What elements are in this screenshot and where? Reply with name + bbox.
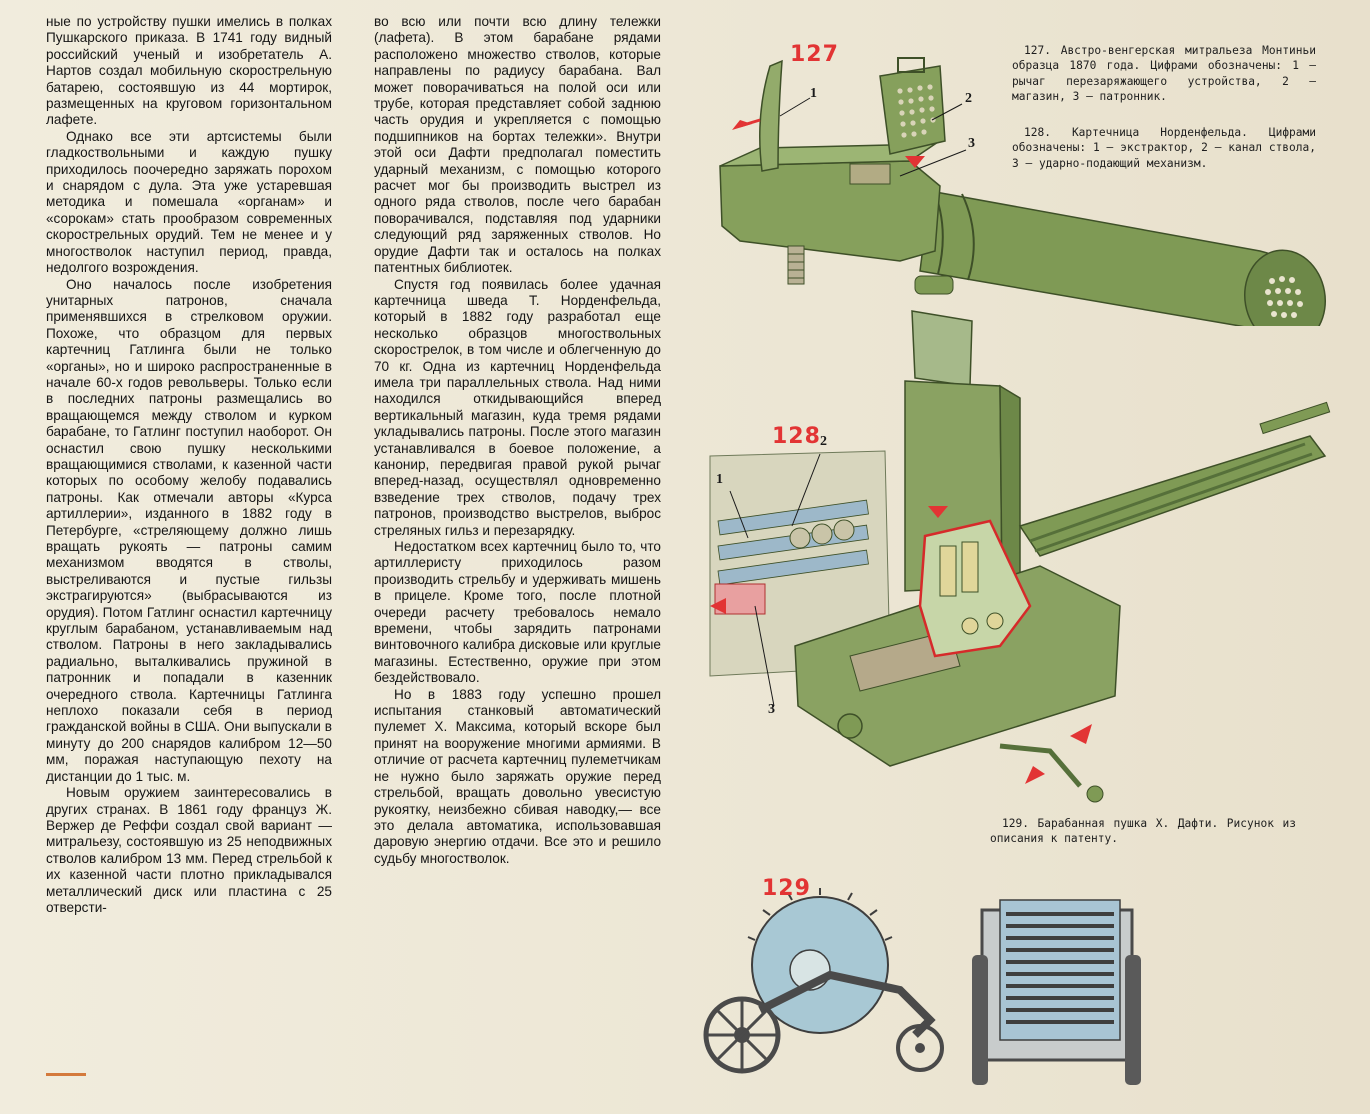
paragraph: Оно началось после изобретения унитарных патронов, сначала применявшихся в стрелковом оружии. Похоже, что образцом для первых картечниц Гатлинга были не только «органы», но и широко распространенные в начале 60-х годов револьверы. Только если в последних патроны размещались во вращающемся между стволом и курком барабане, то Гатлинг поступил наоборот. Он оснастил свою пушку несколькими вращающимися стволами, к казенной части которых по особому желобу подавались патроны. Как отмечали авторы «Курса артиллерии», изданного в 1882 году в Петербурге, «стреляющему должно лишь вращать рукоять — патроны самим механизмом вводятся в стволы, выстреливаются и пустые гильзы экстрагируются» (выбрасываются из орудия). Потом Гатлинг оснастил картечницу круглым барабаном, устанавливаемым над стволом. Патроны в него закладывались радиально, выталкивались пружиной в патронник и попадали в казенник очередного ствола. Картечницы Гатлинга неплохо показали себя в период гражданской войны в США. Они выпускали в минуту до 200 снарядов калибром 12—50 мм, поражая наступающую пехоту на дистанции до 1 тыс. м. [46,276,332,784]
paragraph: Но в 1883 году успешно прошел испытания станковый автоматический пулемет Х. Максима, который вскоре был принят на вооружение многими армиями. В отличие от расчета картечниц пулеметчикам не нужно было заряжать оружие перед стрельбой, вращать довольно увесистую рукоятку, неизбежно сбивая наводку,— все это делала автоматика, использовавшая даровую энергию отдачи. Все это и решило судьбу многостволок. [374,686,661,866]
figure-129 [700,870,1150,1100]
figure-number: 129 [762,876,811,901]
paragraph: ные по устройству пушки имелись в полках Пушкарского приказа. В 1741 году видный российский ученый и изобретатель А. Нартов создал мобильную скорострельную батарею, состоявшую из 44 мортирок, размещенных на круговом горизонтальном лафете. [46,14,332,128]
nordenfelt-illustration [700,306,1340,806]
paragraph: Однако все эти артсистемы были гладкоствольными и каждую пушку приходилось поочередно заряжать порохом и снарядом с дула. Эта уже устаревшая методика и помешала «органам» и «сорокам» стать прообразом современных скорострельных орудий. Тем не менее и у многостволок наступил период, правда, недолгого возрождения. [46,128,332,276]
callout-2: 2 [965,91,972,106]
paragraph: Новым оружием заинтересовались в других странах. В 1861 году француз Ж. Вержер де Реффи создал свой вариант — митральезу, состоявшую из 25 неподвижных стволов калибром 13 мм. Перед стрельбой к их казенной части плотно прикладывался металлический диск или пластина с 25 отверсти- [46,785,332,915]
figure-number: 127 [790,42,839,67]
caption-text: 128. Картечница Норденфельда. Цифрами обозначены: 1 — экстрактор, 2 — канал ствола, 3 — ударно-подающий механизм. [1012,126,1316,170]
caption-text: 127. Австро-венгерская митральеза Монтиньи образца 1870 года. Цифрами обозначены: 1 — рычаг перезаряжающего устройства, 2 — магазин, 3 — патронник. [1012,44,1316,104]
callout-3: 3 [968,136,975,151]
text-column-left [46,14,332,916]
callout-2: 2 [820,434,827,449]
callout-1: 1 [810,86,817,101]
caption-text: 129. Барабанная пушка Х. Дафти. Рисунок из описания к патенту. [990,817,1296,846]
caption-129 [990,816,1296,847]
callout-3: 3 [768,702,775,717]
paragraph: Недостатком всех картечниц было то, что артиллеристу приходилось разом производить стрельбу и удерживать мишень в прицеле. Кроме того, после плотной очереди расчету требовалось немало времени, чтобы зарядить патронами винтовочного калибра дисковые или круглые магазины. Естественно, оружие при этом бездействовало. [374,539,661,686]
paragraph: во всю или почти всю длину тележки (лафета). В этом барабане рядами расположено множество стволов, которые направлены по радиусу барабана. Вал может поворачиваться на полой оси или трубе, которая представляет собой заднюю часть орудия и укрепляется с помощью подшипников на бортах тележки». Внутри этой оси Дафти предполагал поместить ударный механизм, с помощью которого расчет мог бы производить выстрел из одного ряда стволов, после чего барабан поворачивался, подставляя под ударники следующий ряд заряженных стволов. Но орудие Дафти так и осталось на полках патентных библиотек. [374,14,661,276]
paragraph: Спустя год появилась более удачная картечница шведа Т. Норденфельда, который в 1882 году разработал еще несколько образцов многоствольных скорострелок, в том числе и облегченную до 70 кг. Одна из картечниц Норденфельда имела три параллельных ствола. Над ними находился откидывающийся вперед вертикальный магазин, куда тремя рядами укладывались патроны. После этого магазин устанавливался в боевое положение, а канонир, передвигая правой рукой рычаг вперед-назад, осуществлял одновременно взведение трех стволов, подачу трех патронов, производство выстрелов, выброс стреляных гильз и перезарядку. [374,276,661,538]
decorative-bar [46,1073,86,1076]
figure-127 [700,36,1340,326]
text-column-middle [374,14,661,867]
figure-128 [700,306,1340,806]
callout-1: 1 [716,472,723,487]
drum-gun-illustration [700,870,1150,1100]
figure-number: 128 [772,424,821,449]
mitrailleuse-illustration [700,36,1340,326]
